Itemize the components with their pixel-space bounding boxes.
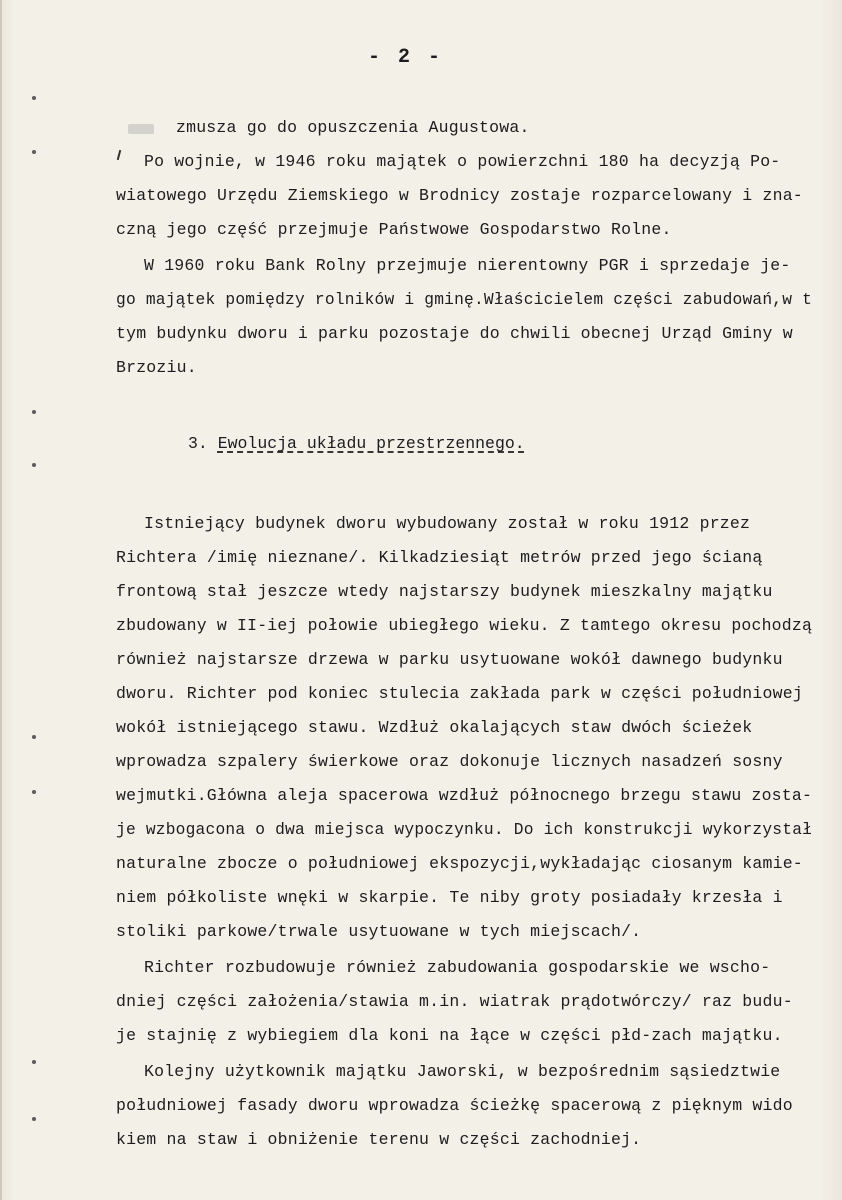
text-line: je wzbogacona o dwa miejsca wypoczynku. Do ich konstrukcji wykorzystał (116, 820, 813, 839)
text-line: W 1960 roku Bank Rolny przejmuje nierentowny PGR i sprzedaje je- (144, 256, 791, 275)
text-line: południowej fasady dworu wprowadza ścieżkę spacerową z pięknym wido (116, 1096, 793, 1115)
text-line: niem półkoliste wnęki w skarpie. Te niby groty posiadały krzesła i (116, 888, 783, 907)
text-line: wprowadza szpalery świerkowe oraz dokonuje licznych nasadzeń sosny (116, 752, 783, 771)
text-line: Brzoziu. (116, 358, 197, 377)
page-number: - 2 - (368, 46, 444, 69)
text-line: wejmutki.Główna aleja spacerowa wzdłuż północnego brzegu stawu zosta- (116, 786, 813, 805)
punch-hole (32, 463, 36, 467)
page-edge (0, 0, 2, 1200)
punch-hole (32, 1060, 36, 1064)
text-line: Po wojnie, w 1946 roku majątek o powierzchni 180 ha decyzją Po- (144, 152, 781, 171)
text-line: je stajnię z wybiegiem dla koni na łące w części płd-zach majątku. (116, 1026, 783, 1045)
punch-hole (32, 150, 36, 154)
punch-hole (32, 410, 36, 414)
section-number: 3. (188, 434, 208, 453)
text-line: frontową stał jeszcze wtedy najstarszy budynek mieszkalny majątku (116, 582, 773, 601)
text-line: kiem na staw i obniżenie terenu w części zachodniej. (116, 1130, 642, 1149)
text-line: zmusza go do opuszczenia Augustowa. (176, 118, 530, 137)
punch-hole (32, 790, 36, 794)
text-line: dworu. Richter pod koniec stulecia zakłada park w części południowej (116, 684, 803, 703)
text-line: również najstarsze drzewa w parku usytuowane wokół dawnego budynku (116, 650, 783, 669)
text-line: Istniejący budynek dworu wybudowany został w roku 1912 przez (144, 514, 751, 533)
text-line: go majątek pomiędzy rolników i gminę.Właścicielem części zabudowań,w t (116, 290, 813, 309)
text-line: dniej części założenia/stawia m.in. wiatrak prądotwórczy/ raz budu- (116, 992, 793, 1011)
section-title: Ewolucja układu przestrzennego. (217, 434, 525, 453)
section-heading (188, 434, 525, 454)
punch-hole (32, 1117, 36, 1121)
text-line: zbudowany w II-iej połowie ubiegłego wieku. Z tamtego okresu pochodzą (116, 616, 813, 635)
pen-mark (117, 150, 122, 160)
text-line: Richtera /imię nieznane/. Kilkadziesiąt metrów przed jego ścianą (116, 548, 763, 567)
punch-hole (32, 735, 36, 739)
text-line: stoliki parkowe/trwale usytuowane w tych miejscach/. (116, 922, 642, 941)
ink-smudge (128, 124, 154, 134)
text-line: wiatowego Urzędu Ziemskiego w Brodnicy zostaje rozparcelowany i zna- (116, 186, 803, 205)
text-line: Kolejny użytkownik majątku Jaworski, w bezpośrednim sąsiedztwie (144, 1062, 781, 1081)
text-line: naturalne zbocze o południowej ekspozycji,wykładając ciosanym kamie- (116, 854, 803, 873)
text-line: tym budynku dworu i parku pozostaje do chwili obecnej Urząd Gminy w (116, 324, 793, 343)
text-line: czną jego część przejmuje Państwowe Gospodarstwo Rolne. (116, 220, 672, 239)
punch-hole (32, 96, 36, 100)
text-line: Richter rozbudowuje również zabudowania gospodarskie we wscho- (144, 958, 771, 977)
text-line: wokół istniejącego stawu. Wzdłuż okalających staw dwóch ścieżek (116, 718, 753, 737)
